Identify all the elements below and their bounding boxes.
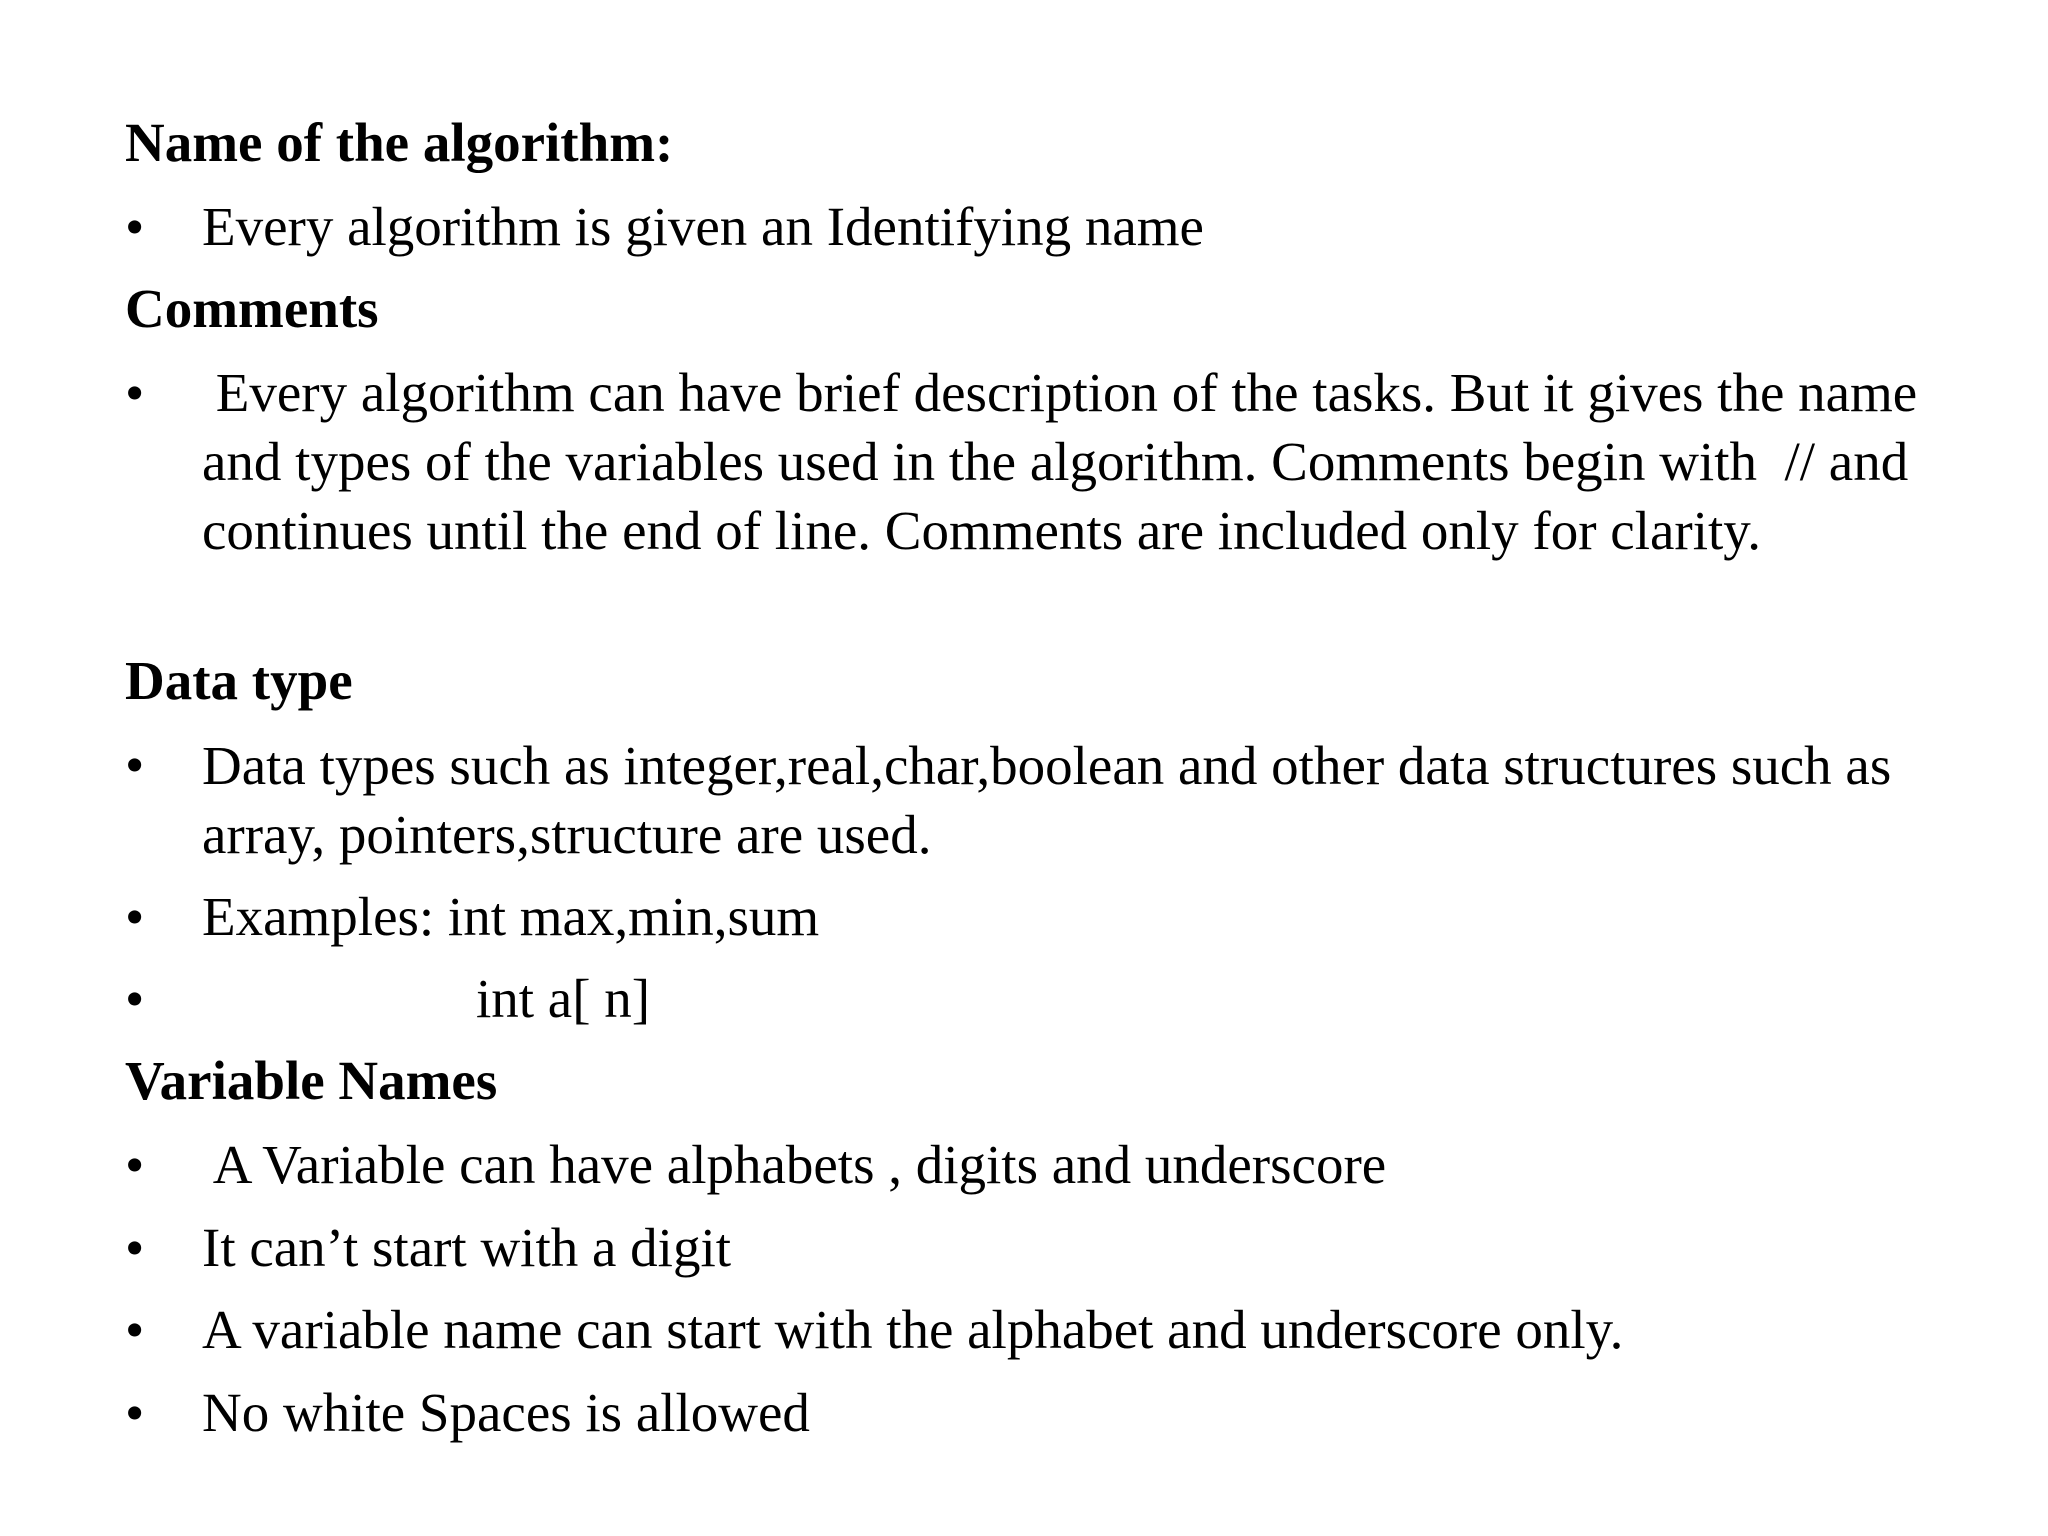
bullet-icon: • — [125, 886, 145, 947]
bullet-icon: • — [125, 1217, 145, 1278]
bullet-icon: • — [125, 362, 145, 423]
bullet-icon: • — [125, 1382, 145, 1443]
bullet-text: Examples: int max,min,sum — [202, 886, 820, 947]
section-heading-name-of-algorithm: Name of the algorithm: — [125, 112, 674, 173]
section-heading-comments: Comments — [125, 278, 379, 339]
bullet-icon: • — [125, 1134, 145, 1195]
bullet-text: A Variable can have alphabets , digits and underscore — [202, 1134, 1387, 1195]
bullet-text: No white Spaces is allowed — [202, 1382, 810, 1443]
bullet-text: int a[ n] — [476, 968, 651, 1029]
bullet-icon: • — [125, 968, 145, 1029]
bullet-icon: • — [125, 196, 145, 257]
bullet-text: A variable name can start with the alphabet and underscore only. — [202, 1299, 1624, 1360]
bullet-icon: • — [125, 1299, 145, 1360]
section-heading-variable-names: Variable Names — [125, 1050, 498, 1111]
bullet-text: Every algorithm is given an Identifying name — [202, 196, 1204, 257]
bullet-text: Every algorithm can have brief description of the tasks. But it gives the name and types of the variables used in the algorithm. Comments begin with // and continues until the end of line. Comments are included only for clarity. — [202, 362, 1931, 561]
bullet-text: Data types such as integer,real,char,boolean and other data structures such as array, pointers,structure are used. — [202, 735, 1892, 865]
bullet-text: It can’t start with a digit — [202, 1217, 731, 1278]
bullet-icon: • — [125, 734, 145, 795]
section-heading-data-type: Data type — [125, 650, 353, 711]
